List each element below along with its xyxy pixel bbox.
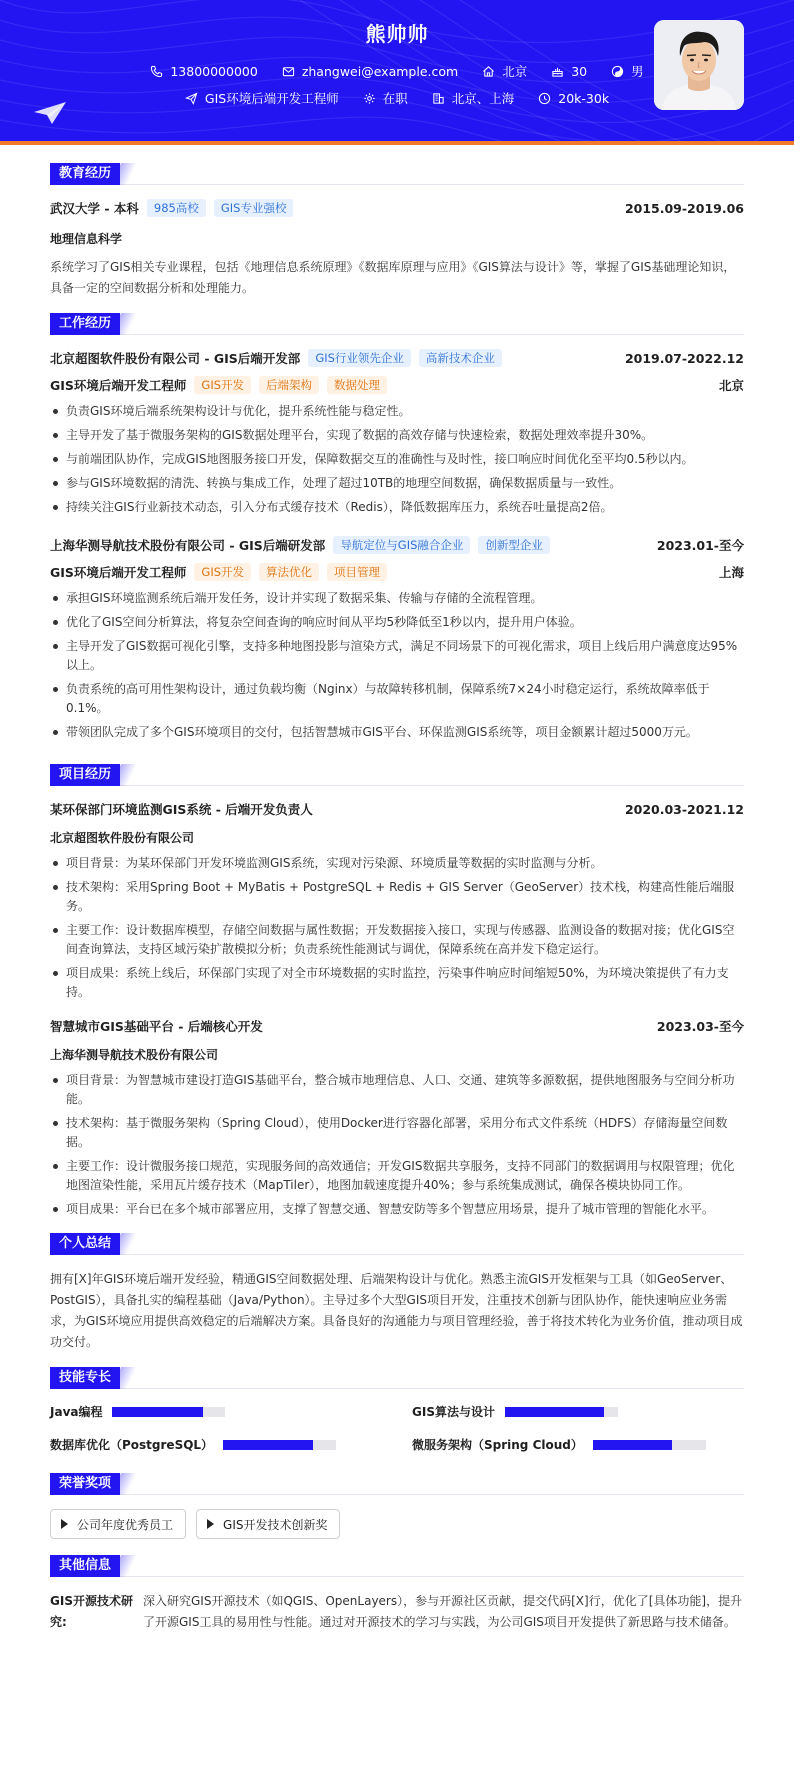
list-item: 主要工作：设计数据库模型，存储空间数据与属性数据；开发数据接入接口，实现与传感器、监测设备的数据对接；优化GIS空间查询算法，支持区域污染扩散模拟分析；负责系统性能测试与调优，保障系统在高并发下稳定运行。 [50,921,744,959]
target-city-text: 北京、上海 [451,91,515,106]
position-name: GIS环境后端开发工程师 [50,565,187,580]
skill-level-fill [505,1407,604,1417]
company-tag: 高新技术企业 [419,349,502,367]
project-heading [50,764,744,786]
target-position-text: GIS环境后端开发工程师 [204,91,339,106]
salary-item [538,91,609,106]
project-date: 2020.03-2021.12 [624,801,744,817]
avatar-photo [654,20,744,110]
school-name: 武汉大学 - 本科 [50,201,139,216]
send-icon [185,92,198,105]
major-name: 地理信息科学 [50,232,123,246]
other-heading [50,1555,744,1577]
list-item: 负责GIS环境后端系统架构设计与优化，提升系统性能与稳定性。 [50,402,744,421]
list-item: 主要工作：设计微服务接口规范，实现服务间的高效通信；开发GIS数据共享服务，支持不同部门的数据调用与权限管理；优化地图渲染性能，采用瓦片缓存技术（MapTiler），地图加载速度提升40%；参与系统集成测试，确保各模块协同工作。 [50,1157,744,1195]
list-item: 优化了GIS空间分析算法，将复杂空间查询的响应时间从平均5秒降低至1秒以内，提升用户体验。 [50,613,744,632]
section-title: 技能专长 [50,1367,120,1389]
awards-section [50,1473,744,1539]
target-city-item [432,89,515,107]
gear-icon [363,92,376,105]
section-title: 工作经历 [50,313,120,335]
city-item [482,62,527,80]
skill-level-fill [593,1440,672,1450]
gender-text: 男 [631,64,644,79]
skill-item [50,1436,382,1453]
school-tag: 985高校 [147,199,206,217]
job-date: 2019.07-2022.12 [624,350,744,366]
position-tag: 项目管理 [327,563,387,581]
position-tag: GIS开发 [194,376,251,394]
skill-level-bar [505,1407,618,1417]
project-company: 上海华测导航技术股份有限公司 [50,1048,219,1062]
list-item: 项目背景：为某环保部门开发环境监测GIS系统，实现对污染源、环境质量等数据的实时监测与分析。 [50,854,744,873]
skills-grid [50,1403,744,1453]
other-label: GIS开源技术研究: [50,1594,133,1629]
skill-item [412,1436,744,1453]
education-row [50,199,744,217]
mail-icon [282,65,295,78]
section-title: 其他信息 [50,1555,120,1577]
education-section [50,163,744,299]
company-tag: GIS行业领先企业 [308,349,411,367]
age-item [551,64,587,79]
building-icon [432,92,445,105]
status-text: 在职 [382,91,408,106]
other-text: 深入研究GIS开源技术（如QGIS、OpenLayers），参与开源社区贡献，提交代码[X]行，优化了[具体功能]，提升了开源GIS工具的易用性与性能。通过对开源技术的学习与实践，为公司GIS项目开发提供了新思路与技术储备。 [143,1594,743,1629]
position-tag: 算法优化 [259,563,319,581]
award-item [196,1509,340,1539]
skill-item [50,1403,382,1420]
skill-item [412,1403,744,1420]
summary-section [50,1233,744,1353]
project-date: 2023.03-至今 [656,1019,744,1034]
project-bullets [50,854,744,1002]
cake-icon [551,65,564,78]
job-company-row [50,536,744,554]
list-item: 项目成果：平台已在多个城市部署应用，支撑了智慧交通、智慧安防等多个智慧应用场景，提升了城市管理的智能化水平。 [50,1200,744,1219]
skill-name: GIS算法与设计 [412,1405,495,1419]
work-section [50,313,744,742]
job-company-row [50,349,744,367]
project-name: 某环保部门环境监测GIS系统 - 后端开发负责人 [50,802,313,817]
city-text: 北京 [502,64,528,79]
company-tag: 导航定位与GIS融合企业 [333,536,470,554]
project-name: 智慧城市GIS基础平台 - 后端核心开发 [50,1019,263,1034]
award-name: GIS开发技术创新奖 [223,1517,328,1532]
list-item: 主导开发了GIS数据可视化引擎，支持多种地图投影与渲染方式，满足不同场景下的可视化需求，项目上线后用户满意度达95%以上。 [50,637,744,675]
company-tag: 创新型企业 [478,536,550,554]
awards-list [50,1509,744,1539]
project-title-row [50,1017,744,1035]
job-bullets [50,589,744,742]
section-title: 荣誉奖项 [50,1473,120,1495]
triangle-icon [61,1519,68,1529]
phone-item [150,64,257,79]
list-item: 持续关注GIS行业新技术动态，引入分布式缓存技术（Redis），降低数据库压力，系统吞吐量提高2倍。 [50,498,744,517]
award-name: 公司年度优秀员工 [77,1517,174,1532]
age-text: 30 [571,63,588,79]
resume-header [0,0,794,145]
list-item: 与前端团队协作，完成GIS地图服务接口开发，保障数据交互的准确性与及时性，接口响应时间优化至平均0.5秒以内。 [50,450,744,469]
project-entry [50,1017,744,1219]
position-tag: 数据处理 [327,376,387,394]
phone-text: 13800000000 [170,63,258,79]
home-icon [482,65,495,78]
phone-icon [150,65,163,78]
salary-text: 20k-30k [558,90,610,106]
position-name: GIS环境后端开发工程师 [50,378,187,393]
education-description: 系统学习了GIS相关专业课程，包括《地理信息系统原理》《数据库原理与应用》《GIS算法与设计》等，掌握了GIS基础理论知识，具备一定的空间数据分析和处理能力。 [50,260,736,295]
list-item: 技术架构：基于微服务架构（Spring Cloud），使用Docker进行容器化部署，采用分布式文件系统（HDFS）存储海量空间数据。 [50,1114,744,1152]
education-heading [50,163,744,185]
job-position-row [50,563,744,581]
list-item: 参与GIS环境数据的清洗、转换与集成工作，处理了超过10TB的地理空间数据，确保数据质量与一致性。 [50,474,744,493]
section-title: 项目经历 [50,764,120,786]
company-name: 上海华测导航技术股份有限公司 - GIS后端研发部 [50,538,326,553]
job-date: 2023.01-至今 [656,538,744,553]
list-item: 负责系统的高可用性架构设计，通过负载均衡（Nginx）与故障转移机制，保障系统7×24小时稳定运行，系统故障率低于0.1%。 [50,680,744,718]
award-item [50,1509,186,1539]
list-item: 技术架构：采用Spring Boot + MyBatis + PostgreSQL + Redis + GIS Server（GeoServer）技术栈，构建高性能后端服务。 [50,878,744,916]
job-entry [50,536,744,742]
clock-icon [538,92,551,105]
resume-body [0,163,794,1633]
section-title: 个人总结 [50,1233,120,1255]
position-tag: 后端架构 [259,376,319,394]
gender-item [611,62,644,80]
list-item: 主导开发了基于微服务架构的GIS数据处理平台，实现了数据的高效存储与快速检索，数据处理效率提升30%。 [50,426,744,445]
candidate-name: 熊帅帅 [365,22,429,46]
education-date: 2015.09-2019.06 [624,200,744,216]
section-title: 教育经历 [50,163,120,185]
skill-level-bar [112,1407,225,1417]
email-text: zhangwei@example.com [301,63,459,79]
email-item [282,64,458,79]
status-item [363,89,408,107]
skills-section [50,1367,744,1453]
job-bullets [50,402,744,517]
other-section [50,1555,744,1633]
position-tag: GIS开发 [194,563,251,581]
project-entry [50,800,744,1002]
skill-level-fill [223,1440,313,1450]
work-heading [50,313,744,335]
summary-heading [50,1233,744,1255]
skill-name: 微服务架构（Spring Cloud） [412,1438,583,1452]
triangle-icon [207,1519,214,1529]
paper-plane-icon [33,100,67,126]
gender-icon [611,65,624,78]
job-entry [50,349,744,517]
list-item: 承担GIS环境监测系统后端开发任务，设计并实现了数据采集、传输与存储的全流程管理。 [50,589,744,608]
skill-level-fill [112,1407,202,1417]
project-title-row [50,800,744,818]
company-name: 北京超图软件股份有限公司 - GIS后端开发部 [50,351,301,366]
school-tag: GIS专业强校 [214,199,294,217]
job-position-row [50,376,744,394]
list-item: 项目成果：系统上线后，环保部门实现了对全市环境数据的实时监控，污染事件响应时间缩短50%，为环境决策提供了有力支持。 [50,964,744,1002]
project-section [50,764,744,1219]
project-bullets [50,1071,744,1219]
summary-text: 拥有[X]年GIS环境后端开发经验，精通GIS空间数据处理、后端架构设计与优化。熟悉主流GIS开发框架与工具（如GeoServer、PostGIS），具备扎实的编程基础（Java/Python）。主导过多个大型GIS项目开发，注重技术创新与团队协作，能快速响应业务需求，为GIS环境应用提供高效稳定的后端解决方案。具备良好的沟通能力与项目管理经验，善于将技术转化为业务价值，推动项目成功交付。 [50,1272,743,1349]
list-item: 带领团队完成了多个GIS环境项目的交付，包括智慧城市GIS平台、环保监测GIS系统等，项目金额累计超过5000万元。 [50,723,744,742]
list-item: 项目背景：为智慧城市建设打造GIS基础平台，整合城市地理信息、人口、交通、建筑等多源数据，提供地图服务与空间分析功能。 [50,1071,744,1109]
skill-level-bar [223,1440,336,1450]
skill-level-bar [593,1440,706,1450]
skill-name: 数据库优化（PostgreSQL） [50,1438,214,1452]
awards-heading [50,1473,744,1495]
other-item [50,1591,744,1633]
job-location: 北京 [718,378,744,393]
target-position-item [185,89,339,107]
project-company: 北京超图软件股份有限公司 [50,831,195,845]
job-location: 上海 [718,565,744,580]
skills-heading [50,1367,744,1389]
skill-name: Java编程 [50,1405,103,1419]
